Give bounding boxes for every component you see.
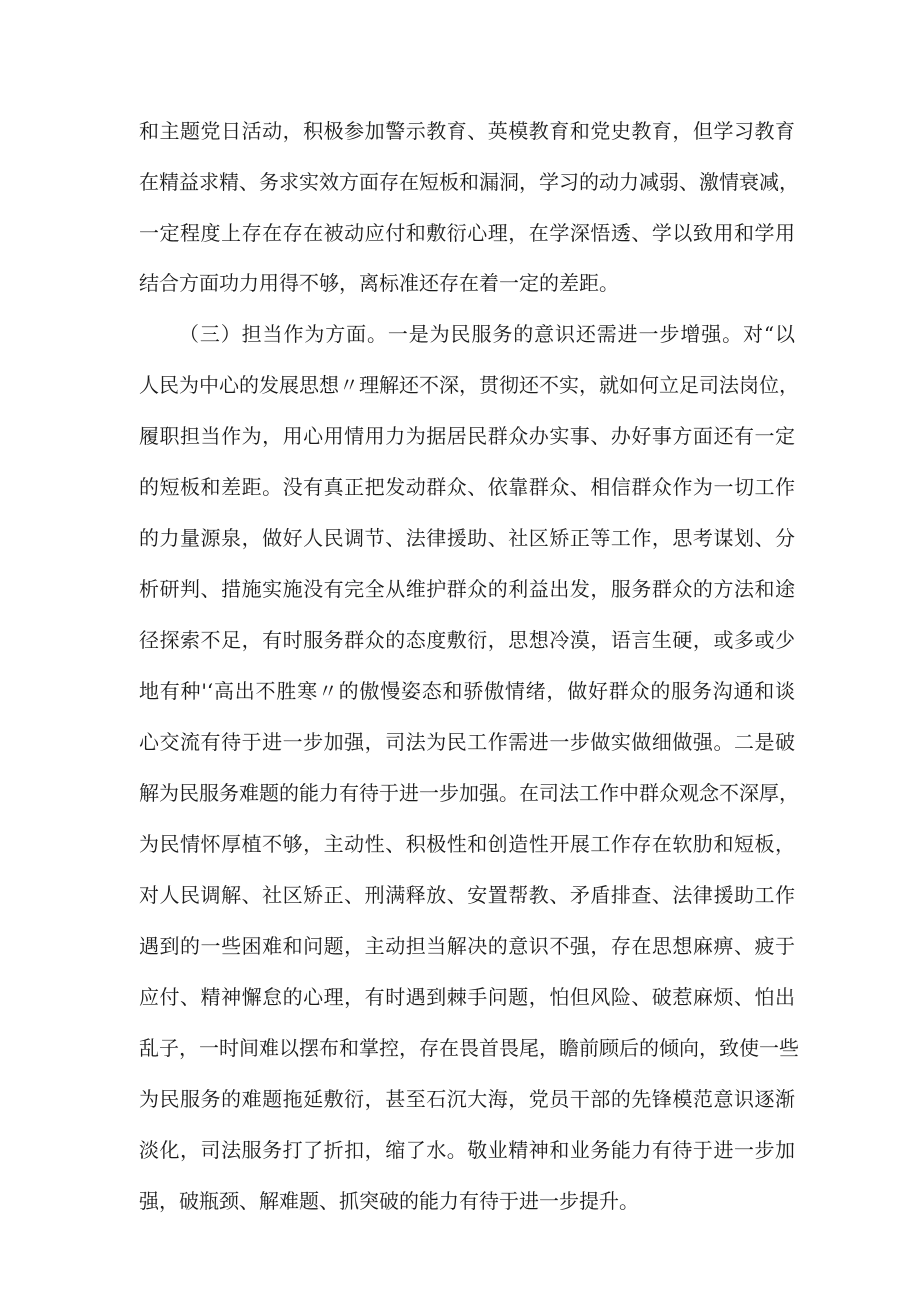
text-line-9: 的力量源泉，做好人民调节、法律援助、社区矫正等工作，思考谋划、分 (139, 526, 795, 550)
text-line-19: 乱子，一时间难以摆布和掌控，存在畏首畏尾，瞻前顾后的倾向，致使一些 (139, 1036, 799, 1060)
text-line-6: 人民为中心的发展思想〃理解还不深，贯彻还不实，就如何立足司法岗位， (139, 373, 799, 397)
text-line-20: 为民服务的难题拖延敷衍，甚至石沉大海，党员干部的先锋模范意识逐渐 (139, 1087, 795, 1111)
text-line-21: 淡化，司法服务打了折扣，缩了水。敬业精神和业务能力有待于进一步加 (139, 1138, 795, 1162)
text-line-2: 在精益求精、务求实效方面存在短板和漏洞，学习的动力减弱、激情衰减， (139, 170, 799, 194)
text-line-18: 应付、精神懈怠的心理，有时遇到棘手问题，怕但风险、破惹麻烦、怕出 (139, 985, 795, 1009)
text-line-15: 为民情怀厚植不够，主动性、积极性和创造性开展工作存在软肋和短板， (139, 832, 795, 856)
text-line-12: 地有种'‘高出不胜寒〃的傲慢姿态和骄傲情绪，做好群众的服务沟通和谈 (139, 679, 795, 703)
text-line-8: 的短板和差距。没有真正把发动群众、依靠群众、相信群众作为一切工作 (139, 475, 795, 499)
text-line-11: 径探索不足，有时服务群众的态度敷衍，思想冷漠，语言生硬，或多或少 (139, 628, 795, 652)
text-line-10: 析研判、措施实施没有完全从维护群众的利益出发，服务群众的方法和途 (139, 577, 795, 601)
text-line-4: 结合方面功力用得不够，离标准还存在着一定的差距。 (139, 271, 619, 295)
text-line-3: 一定程度上存在存在被动应付和敷衍心理，在学深悟透、学以致用和学用 (139, 221, 795, 245)
text-line-16: 对人民调解、社区矫正、刑满释放、安置帮教、矛盾排查、法律援助工作 (139, 883, 795, 907)
text-line-17: 遇到的一些困难和问题，主动担当解决的意识不强，存在思想麻痹、疲于 (139, 934, 795, 958)
text-line-5: （三）担当作为方面。一是为民服务的意识还需进一步增强。对“以 (179, 322, 795, 346)
text-line-1: 和主题党日活动，积极参加警示教育、英模教育和党史教育，但学习教育 (139, 119, 795, 143)
text-line-7: 履职担当作为，用心用情用力为据居民群众办实事、办好事方面还有一定 (139, 424, 795, 448)
text-line-13: 心交流有待于进一步加强，司法为民工作需进一步做实做细做强。二是破 (139, 730, 795, 754)
text-line-22: 强，破瓶颈、解难题、抓突破的能力有待于进一步提升。 (139, 1189, 639, 1213)
text-line-14: 解为民服务难题的能力有待于进一步加强。在司法工作中群众观念不深厚， (139, 781, 799, 805)
